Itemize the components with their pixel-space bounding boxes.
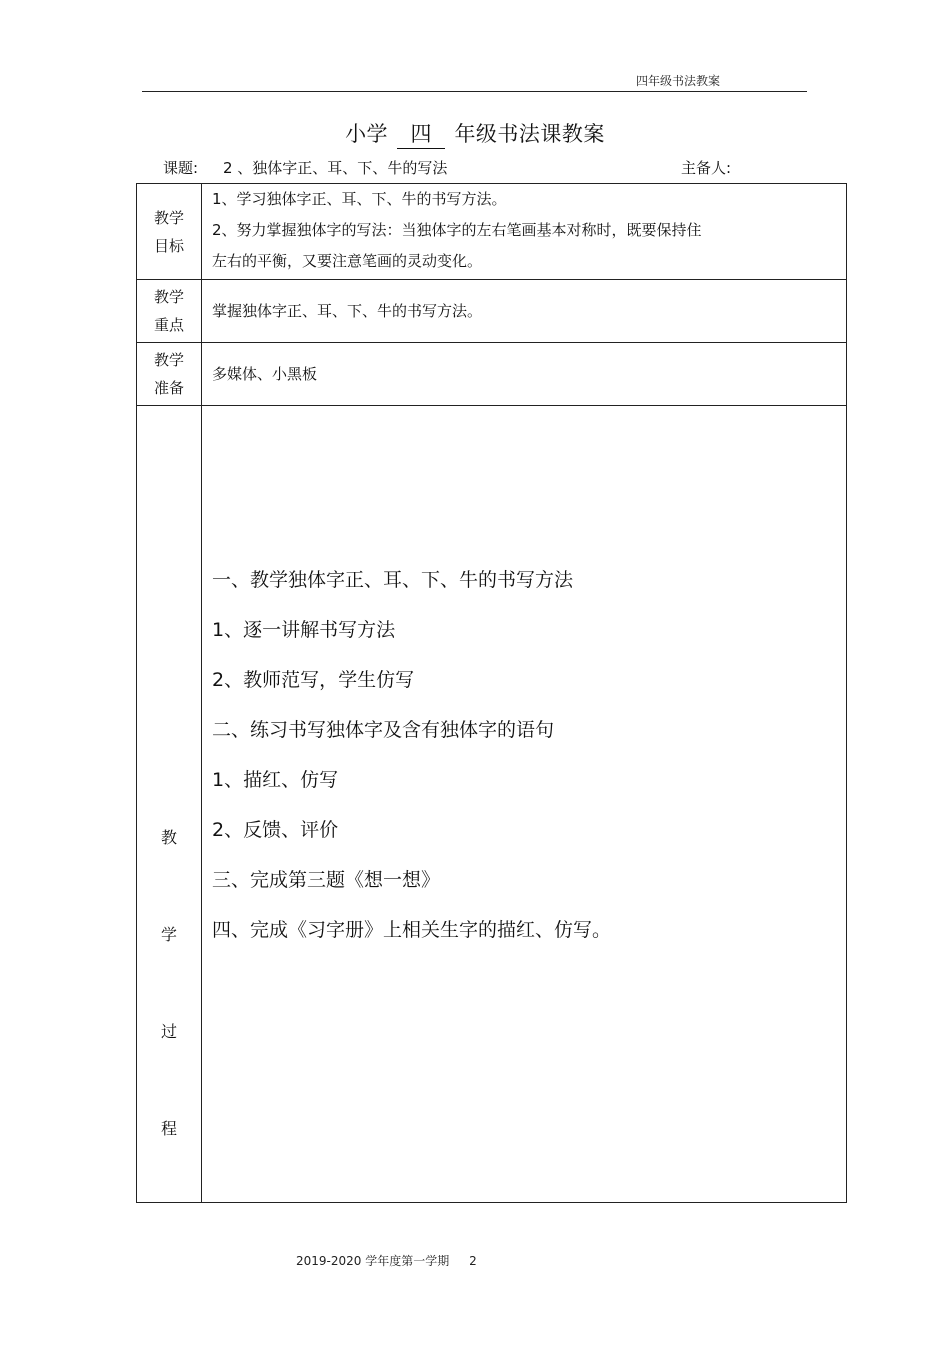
goals-label [137, 184, 202, 280]
running-header: 四年级书法教案 [636, 74, 721, 88]
focus-row [137, 280, 847, 343]
focus-content: 掌握独体字正、耳、下、牛的书写方法。 [202, 280, 847, 343]
preparer-label: 主备人: [681, 159, 732, 177]
footer-term: 2019-2020 学年度第一学期 [296, 1254, 450, 1268]
process-step: 2、反馈、评价 [212, 819, 339, 841]
focus-label-line2: 重点 [153, 316, 184, 334]
preparation-label-line1: 教学 [153, 351, 184, 369]
title-suffix: 年级书法课教案 [454, 122, 605, 146]
topic-value: 2 、独体字正、耳、下、牛的写法 [223, 159, 448, 177]
preparation-content: 多媒体、小黑板 [202, 343, 847, 406]
title-prefix: 小学 [345, 122, 389, 146]
title-grade: 四 [397, 118, 445, 149]
process-label-char: 程 [160, 1119, 177, 1138]
process-label-char: 学 [160, 925, 177, 944]
process-label-char: 过 [160, 1022, 177, 1041]
page-number: 2 [469, 1254, 477, 1268]
preparation-row [137, 343, 847, 406]
lesson-plan-table [136, 183, 847, 1203]
preparation-label [137, 343, 202, 406]
goal-line: 1、学习独体字正、耳、下、牛的书写方法。 [212, 190, 507, 208]
process-label-char: 教 [160, 828, 177, 847]
header-rule [142, 91, 807, 92]
process-step: 四、完成《习字册》上相关生字的描红、仿写。 [212, 919, 612, 941]
page-title [0, 118, 950, 149]
process-row [137, 406, 847, 1203]
process-step: 1、逐一讲解书写方法 [212, 619, 396, 641]
goals-row [137, 184, 847, 280]
process-label [137, 406, 202, 1203]
preparation-label-line2: 准备 [153, 379, 184, 397]
process-step: 三、完成第三题《想一想》 [212, 869, 441, 891]
goals-content [202, 184, 847, 280]
goal-line: 2、努力掌握独体字的写法：当独体字的左右笔画基本对称时，既要保持住 [212, 221, 702, 239]
focus-label-line1: 教学 [153, 288, 184, 306]
goals-label-line2: 目标 [153, 236, 184, 255]
topic-label: 课题: [163, 159, 199, 177]
focus-label [137, 280, 202, 343]
process-content [202, 406, 847, 1203]
process-step: 二、练习书写独体字及含有独体字的语句 [212, 719, 555, 741]
process-step: 1、描红、仿写 [212, 769, 339, 791]
goal-line: 左右的平衡，又要注意笔画的灵动变化。 [212, 252, 483, 270]
process-step: 一、教学独体字正、耳、下、牛的书写方法 [212, 569, 574, 591]
page-footer [296, 1252, 477, 1269]
process-step: 2、教师范写，学生仿写 [212, 669, 415, 691]
goals-label-line1: 教学 [153, 208, 184, 227]
